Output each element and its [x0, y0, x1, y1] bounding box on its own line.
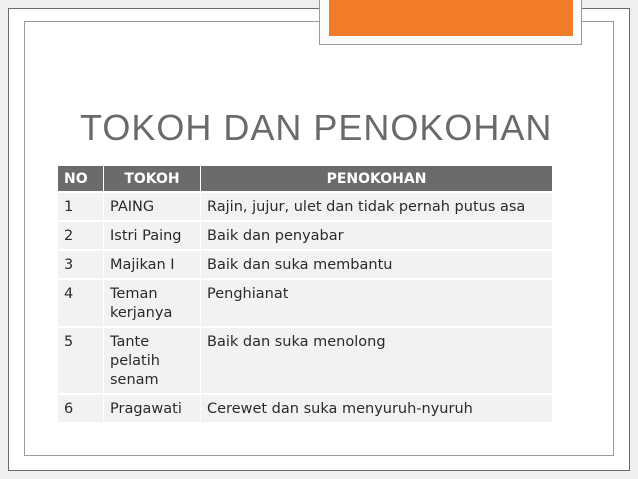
header-penokohan: PENOKOHAN — [201, 166, 553, 192]
table-row — [58, 221, 552, 250]
table-row — [58, 279, 552, 327]
cell-tokoh: PAING — [104, 192, 201, 221]
cell-penokohan: Baik dan suka menolong — [201, 327, 553, 394]
cell-tokoh: Tante pelatih senam — [104, 327, 201, 394]
cell-tokoh: Istri Paing — [104, 221, 201, 250]
header-tokoh: TOKOH — [104, 166, 201, 192]
cell-penokohan: Baik dan penyabar — [201, 221, 553, 250]
cell-no: 3 — [58, 250, 104, 279]
cell-no: 2 — [58, 221, 104, 250]
cell-no: 4 — [58, 279, 104, 327]
cell-penokohan: Cerewet dan suka menyuruh-nyuruh — [201, 394, 553, 423]
cell-penokohan: Rajin, jujur, ulet dan tidak pernah putus asa — [201, 192, 553, 221]
table-row — [58, 250, 552, 279]
cell-tokoh: Majikan I — [104, 250, 201, 279]
table-row — [58, 394, 552, 423]
table-header-row — [58, 166, 552, 192]
cell-no: 5 — [58, 327, 104, 394]
slide-title: TOKOH DAN PENOKOHAN — [80, 107, 553, 148]
cell-tokoh: Teman kerjanya — [104, 279, 201, 327]
character-table — [58, 166, 552, 424]
accent-bar — [329, 0, 573, 36]
table-row — [58, 327, 552, 394]
table-row — [58, 192, 552, 221]
cell-no: 1 — [58, 192, 104, 221]
cell-penokohan: Penghianat — [201, 279, 553, 327]
cell-tokoh: Pragawati — [104, 394, 201, 423]
header-no: NO — [58, 166, 104, 192]
cell-no: 6 — [58, 394, 104, 423]
cell-penokohan: Baik dan suka membantu — [201, 250, 553, 279]
